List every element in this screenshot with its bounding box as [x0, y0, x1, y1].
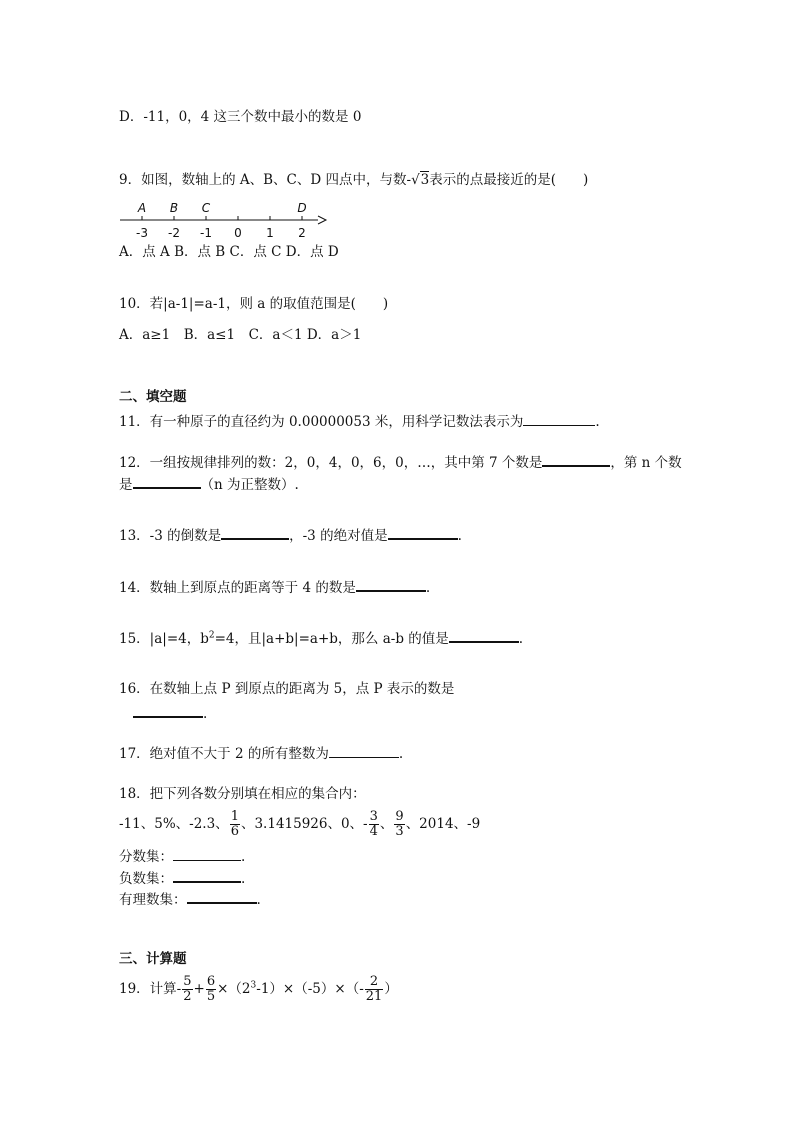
q18-numbers-a: -11、5%、-2.3、 [119, 816, 229, 832]
q18-set3-label: 有理数集： [119, 892, 187, 908]
number-line-figure [118, 198, 328, 242]
q18-set1-label: 分数集： [119, 849, 173, 865]
q19-mid1: ×（2 [217, 981, 251, 997]
q18-set-1 [119, 846, 245, 866]
q9-radicand: 3 [420, 172, 430, 188]
q13 [119, 524, 462, 545]
q18-set-2 [119, 867, 245, 888]
q15-part2: =4，且|a+b|=a+b，那么 a-b 的值是 [214, 631, 449, 647]
q14-blank[interactable] [356, 576, 426, 592]
q18-numbers [119, 809, 480, 839]
q15-blank[interactable] [449, 627, 519, 643]
q18-stem: 18．把下列各数分别填在相应的集合内： [119, 786, 366, 802]
number-line-tick-label: 1 [266, 226, 274, 240]
q13-end: . [457, 528, 462, 544]
q18-frac-3: $\frac{9}{3}$ [395, 809, 404, 839]
number-line-tick-label: -3 [136, 226, 148, 240]
sqrt-sign: √ [411, 172, 420, 188]
q12-part2: ，第 n 个数 [610, 455, 682, 471]
q18-set2-blank[interactable] [173, 867, 241, 883]
q12-line1 [119, 451, 682, 472]
q9-stem [119, 171, 588, 189]
q15-part1: 15．|a|=4，b [119, 631, 209, 647]
section-3-title: 三、计算题 [119, 951, 187, 967]
q12-part1: 12．一组按规律排列的数：2，0，4，0，6，0，…，其中第 7 个数是 [119, 455, 543, 471]
number-line-tick-label: 2 [298, 226, 306, 240]
q14 [119, 576, 430, 597]
q9-options: A．点 A B．点 B C．点 C D．点 D [119, 244, 339, 260]
q11 [119, 411, 600, 431]
q17 [119, 743, 403, 763]
q13-blank-2[interactable] [388, 524, 458, 540]
q15-sup: 2 [208, 630, 215, 641]
q10-stem: 10．若|a-1|=a-1，则 a 的取值范围是( ) [119, 296, 389, 312]
number-line-tick-label: -2 [168, 226, 180, 240]
q19-prefix: 19．计算- [119, 981, 182, 997]
q17-text: 17．绝对值不大于 2 的所有整数为 [119, 746, 329, 762]
q12-part3: 是 [119, 477, 133, 493]
q11-text: 11．有一种原子的直径约为 0.00000053 米，用科学记数法表示为 [119, 414, 524, 430]
q16-end: . [203, 706, 208, 722]
q18-set2-end: . [241, 871, 246, 887]
q19-plus: + [193, 981, 205, 997]
q17-end: . [398, 746, 404, 762]
q15-end: . [518, 631, 524, 647]
q11-end: . [595, 414, 600, 430]
q13-part1: 13．-3 的倒数是 [119, 528, 222, 544]
number-line-tick-label: 0 [234, 226, 242, 240]
q12-blank-2[interactable] [133, 473, 201, 489]
q18-set1-end: . [241, 849, 246, 865]
q18-numbers-b: 、3.1415926、0、- [240, 816, 368, 832]
q19-end: ） [384, 981, 398, 997]
q11-blank[interactable] [523, 411, 595, 426]
q13-part2: ，-3 的绝对值是 [289, 528, 388, 544]
number-line-point-label: A [137, 201, 147, 215]
q18-sep: 、 [379, 816, 394, 832]
q18-set3-end: . [256, 892, 261, 908]
q18-numbers-c: 、2014、-9 [405, 816, 481, 832]
number-line-arrow-icon [318, 216, 326, 224]
number-line-point-label: C [201, 201, 211, 215]
q18-set-3 [119, 888, 261, 909]
number-line-point-label: B [169, 201, 179, 215]
q18-set2-label: 负数集： [119, 871, 173, 887]
q19-frac-3: $\frac{2}{21}$ [365, 974, 383, 1004]
q18-set3-blank[interactable] [187, 888, 257, 904]
q19-frac-2: $\frac{6}{5}$ [206, 974, 216, 1004]
q9-prefix: 9．如图，数轴上的 A、B、C、D 四点中，与数- [119, 172, 412, 188]
q14-text: 14．数轴上到原点的距离等于 4 的数是 [119, 580, 356, 596]
q19-frac-1: $\frac{5}{2}$ [183, 974, 192, 1004]
q18-set1-blank[interactable] [173, 846, 241, 861]
q18-frac-2: $\frac{3}{4}$ [369, 809, 378, 839]
q10-options: A．a≥1 B．a≤1 C．a＜1 D．a＞1 [119, 327, 362, 343]
number-line-tick-label: -1 [200, 226, 212, 240]
q14-end: . [425, 580, 431, 596]
q9-suffix: 表示的点最接近的是( ) [429, 172, 589, 188]
q19-sup: 3 [250, 980, 257, 991]
section-2-title: 二、填空题 [119, 389, 187, 405]
q12-blank-1[interactable] [542, 451, 610, 467]
q16-line2 [133, 702, 207, 723]
number-line-point-label: D [297, 201, 307, 215]
q19-mid2: -1）×（-5）×（- [256, 981, 364, 997]
q8-option-d: D．-11，0，4 这三个数中最小的数是 0 [119, 109, 362, 125]
q19 [119, 974, 398, 1004]
q15 [119, 627, 523, 648]
q16-line1: 16．在数轴上点 P 到原点的距离为 5，点 P 表示的数是 [119, 681, 455, 697]
q13-blank-1[interactable] [221, 524, 289, 540]
q12-part4: （n 为正整数）. [200, 477, 299, 493]
q16-blank[interactable] [133, 702, 203, 718]
q18-frac-1: $\frac{1}{6}$ [230, 809, 239, 839]
q17-blank[interactable] [329, 743, 399, 758]
q12-line2 [119, 473, 299, 494]
